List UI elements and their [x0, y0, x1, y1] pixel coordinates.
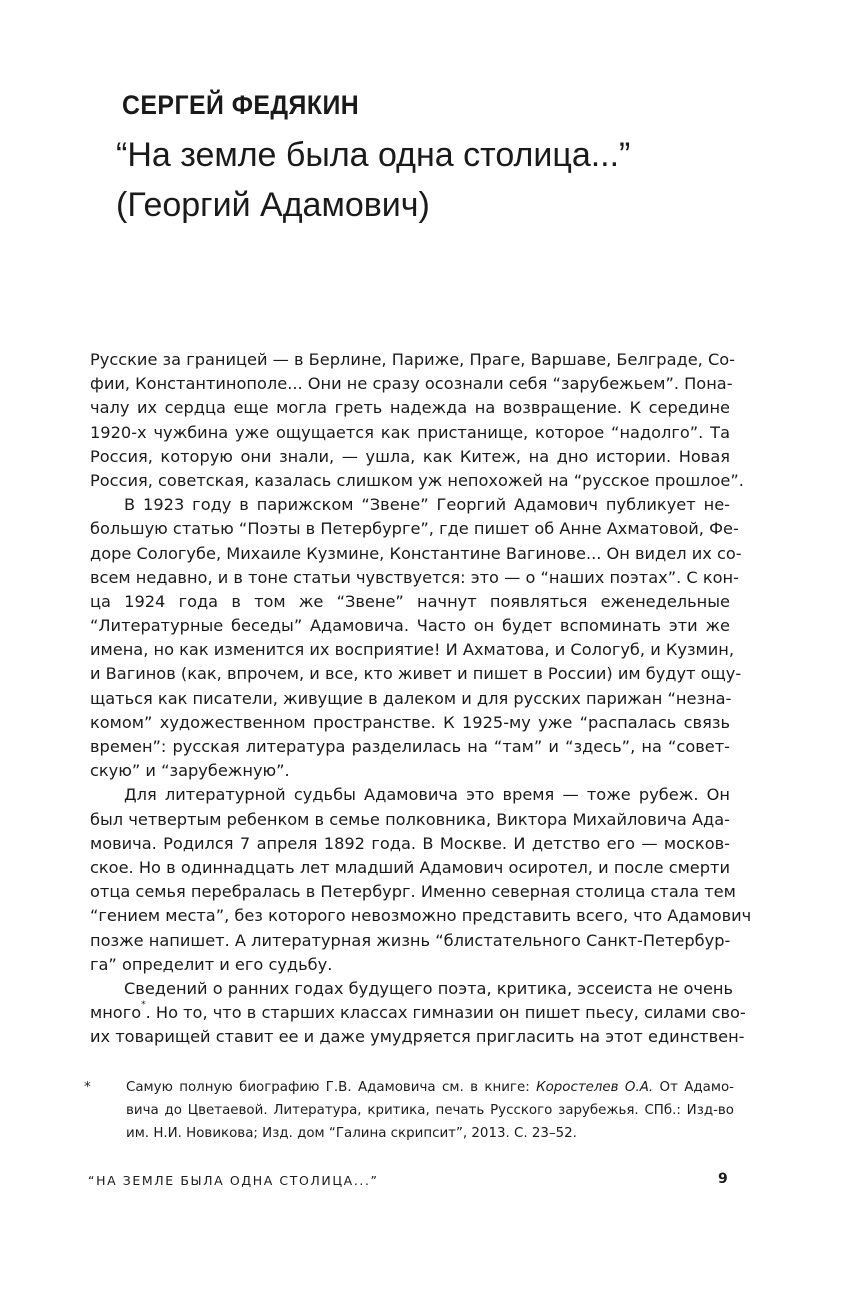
text-line: ское. Но в одиннадцать лет младший Адамович осиротел, и после смерти [90, 857, 730, 877]
text-line: имена, но как изменится их восприятие! И Ахматова, и Сологуб, и Кузмин, [90, 640, 735, 660]
footnote-reference: * [141, 1000, 146, 1011]
text-line: Для литературной судьбы Адамовича это время — тоже рубеж. Он [124, 785, 730, 805]
text-line: был четвертым ребенком в семье полковника, Виктора Михайловича Ада- [90, 809, 730, 829]
text-line: ца 1924 года в том же “Звене” начнут появляться еженедельные [90, 591, 730, 611]
text-line: отца семья перебралась в Петербург. Именно северная столица стала тем [90, 882, 736, 902]
running-footer-title: “НА ЗЕМЛЕ БЫЛА ОДНА СТОЛИЦА...” [88, 1173, 379, 1188]
footnote-line [126, 1076, 734, 1099]
text-line: комом” художественном пространстве. К 1925-му уже “распалась связь [90, 712, 730, 732]
text-fragment: . Но то, что в старших классах гимназии он пишет пьесу, силами сво- [145, 1003, 746, 1023]
text-line: их товарищей ставит ее и даже умудряется пригласить на этот единствен- [90, 1027, 745, 1047]
author-name: СЕРГЕЙ ФЕДЯКИН [122, 90, 360, 120]
text-line: доре Сологубе, Михаиле Кузмине, Константине Вагинове... Он видел их со- [90, 543, 742, 563]
text-line: щаться как писатели, живущие в далеком и для русских парижан “незна- [90, 688, 732, 708]
text-line: фии, Константинополе... Они не сразу осознали себя “зарубежьем”. Пона- [90, 374, 733, 394]
footnote-line: им. Н.И. Новикова; Изд. дом “Галина скрипсит”, 2013. С. 23–52. [126, 1126, 577, 1141]
footnote [84, 1076, 734, 1145]
text-line: Сведений о ранних годах будущего поэта, критика, эссеиста не очень [124, 978, 734, 998]
text-line: всем недавно, и в тоне статьи чувствуется: это — о “наших поэтах”. С кон- [90, 567, 739, 587]
text-line: Россия, советская, казалась слишком уж непохожей на “русское прошлое”. [90, 470, 744, 490]
footnote-text [126, 1076, 734, 1145]
text-line: “Литературные беседы” Адамовича. Часто он будет вспоминать эти же [90, 616, 730, 636]
text-line: 1920-х чужбина уже ощущается как пристанище, которое “надолго”. Та [90, 422, 730, 442]
text-line: Русские за границей — в Берлине, Париже, Праге, Варшаве, Белграде, Со- [90, 350, 735, 369]
article-title-line-2: (Георгий Адамович) [116, 186, 430, 224]
text-line: Россия, которую они знали, — ушла, как Китеж, на дно истории. Новая [90, 446, 730, 466]
text-line: чалу их сердца еще могла греть надежда на возвращение. К середине [90, 398, 730, 418]
text-line: времен”: русская литература разделилась на “там” и “здесь”, на “совет- [90, 737, 730, 756]
text-line: “гением места”, без которого невозможно представить всего, что Адамович [90, 906, 752, 926]
footnote-text-fragment: От Адамо- [653, 1080, 734, 1095]
footnote-author-italic: Коростелев О.А. [536, 1080, 654, 1095]
footnote-marker: * [84, 1080, 91, 1095]
article-title [116, 130, 630, 230]
text-line: позже напишет. А литературная жизнь “блистательного Санкт-Петербур- [90, 930, 731, 950]
text-line-with-footnote [90, 1000, 746, 1025]
body-text [90, 348, 752, 1049]
page-number: 9 [718, 1171, 728, 1187]
text-line: и Вагинов (как, впрочем, и все, кто живет и пишет в России) им будут ощу- [90, 664, 742, 684]
footnote-text-fragment: Самую полную биографию Г.В. Адамовича см. в книге: [126, 1080, 537, 1095]
article-title-line-1: “На земле была одна столица...” [116, 136, 631, 174]
text-line: скую” и “зарубежную”. [90, 761, 290, 781]
text-fragment: много [90, 1003, 142, 1023]
text-line: В 1923 году в парижском “Звене” Георгий Адамович публикует не- [124, 495, 730, 515]
text-line: га” определит и его судьбу. [90, 954, 333, 974]
text-line: мовича. Родился 7 апреля 1892 года. В Москве. И детство его — москов- [90, 833, 730, 853]
text-line: большую статью “Поэты в Петербурге”, где пишет об Анне Ахматовой, Фе- [90, 519, 739, 539]
footnote-line: вича до Цветаевой. Литература, критика, печать Русского зарубежья. СПб.: Изд-во [126, 1103, 734, 1118]
